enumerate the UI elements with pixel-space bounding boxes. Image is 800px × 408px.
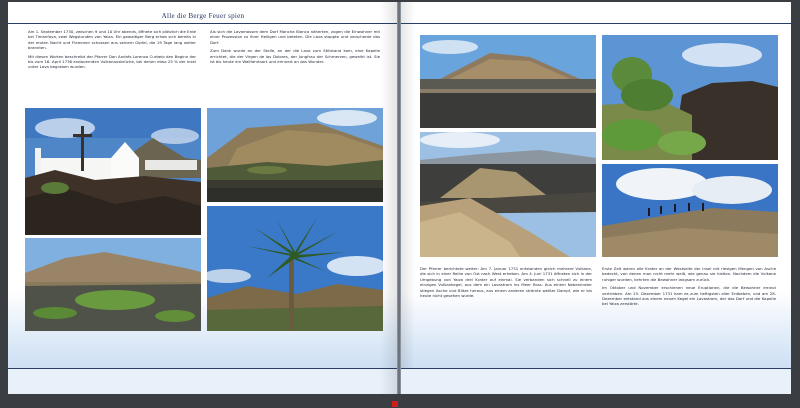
- left-text-column-2[interactable]: [210, 29, 380, 67]
- crater-photo-1[interactable]: [207, 108, 383, 202]
- vineyard-photo[interactable]: [25, 238, 201, 331]
- top-rule: [401, 23, 791, 24]
- right-text-column-1[interactable]: [420, 266, 592, 301]
- landscape-photo[interactable]: [420, 132, 596, 257]
- spine-shadow: [401, 2, 415, 394]
- top-rule: [8, 23, 397, 24]
- right-text-column-2[interactable]: [602, 266, 776, 310]
- paragraph: Als sich die Lavamassen dem Dorf Mancha Blanca näherten, zogen die Einwohner mit einer Prozession zu ihrer Heiligen und beteten. Die Lava stoppte und verschonte das Dorf.: [210, 29, 380, 45]
- paragraph: Im Oktober und November erschienen neue Eruptionen, die die Bewohner erneut vertrieben. Am 25. Dezember 1731 kam es zum heftigsten aller Erdbeben, und am 28. Dezember entstand aus einem neuen Kegel ein Lavastrom, der das Dorf und die Kapelle bei Yaiza zerstörte.: [602, 285, 776, 307]
- page-marker[interactable]: [392, 401, 398, 407]
- paragraph: Der Pfarrer berichtete weiter: Am 7. Januar 1731 entstanden gleich mehrere Vulkane, die sich in einer Reihe von Ost nach West erheben. Am 4. Juni 1731 öffneten sich in der Umgebung von Yaiza drei Krater auf einmal. Sie verbanden sich schnell zu einem einzigen Vulkankegel, aus dem ein Lavastrom ins Meer floss. Aus einem Nebenkrater stiegen Asche und Blitze heraus, aus einem anderen strömte weißer Dampf, wie er bis heute nicht gesehen wurde.: [420, 266, 592, 299]
- paragraph: Am 1. September 1730, zwischen 9 und 10 Uhr abends, öffnete sich plötzlich die Erde bei Timanfaya, zwei Wegstunden von Yaiza. Ein gewaltiger Berg erhob sich bereits in der ersten Nacht und Flammen schossen aus seinem Gipfel, die 19 Tage lang weiter brannten.: [28, 29, 196, 51]
- hikers-photo[interactable]: [602, 164, 778, 257]
- left-text-column-1[interactable]: [28, 29, 196, 73]
- page-title: Alle die Berge Feuer spien: [161, 12, 245, 20]
- cone-photo[interactable]: [420, 35, 596, 128]
- left-page[interactable]: [8, 2, 397, 394]
- paragraph: Mit diesen Worten beschreibt der Pfarrer Don Andrés Lorenzo Curbelo den Beginn der bis zum 16. April 1736 andauernden Vulkanausbrüche, bei denen etwa 25 % der Insel unter Lava begraben wurden.: [28, 53, 196, 70]
- palm-photo[interactable]: [207, 206, 383, 331]
- right-page[interactable]: [401, 2, 791, 394]
- spine-shadow: [380, 2, 397, 394]
- paragraph: Zum Dank wurde an der Stelle, an der die Lava zum Stillstand kam, eine Kapelle errichtet, die der Virgen de los Dolores, der Jungfrau der Schmerzen, geweiht ist. Sie ist bis heute ein Wallfahrtsort und erinnert an das Wunder.: [210, 48, 380, 65]
- photo-book-spread: [8, 2, 791, 394]
- church-photo[interactable]: [25, 108, 201, 235]
- shrub-lava-photo[interactable]: [602, 35, 778, 160]
- page-edge: [8, 369, 397, 394]
- page-edge: [401, 369, 791, 394]
- paragraph: Erste Zeit waren alle Krater an der Westseite der Insel mit riesigen Mengen von Asche bedeckt, von denen man nicht mehr weiß, wie genau sie hießen. Nachdem die Vulkane ruhiger wurden, kehrten die Bewohner langsam zurück.: [602, 266, 776, 282]
